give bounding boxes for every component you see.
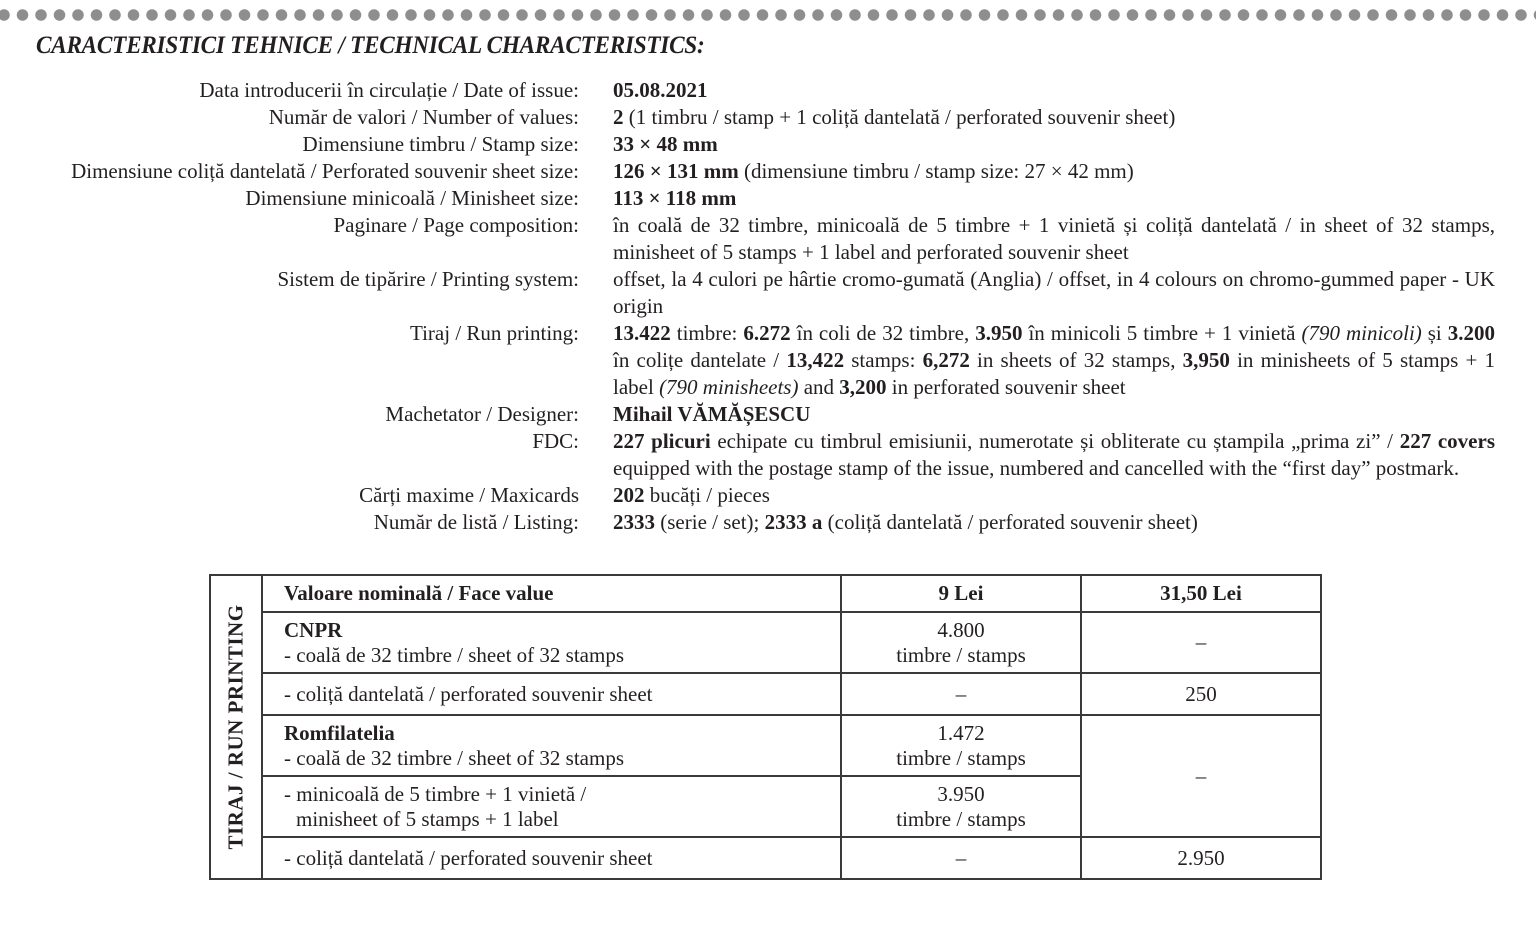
spec-value-segment: în coli de 32 timbre, bbox=[790, 321, 976, 345]
header-9-lei: 9 Lei bbox=[841, 575, 1081, 612]
spec-value-segment: 2333 bbox=[613, 510, 655, 534]
spec-value-segment: 6.272 bbox=[743, 321, 791, 345]
spec-value-segment: offset, la 4 culori pe hârtie cromo-gumată (Anglia) / offset, in 4 colours on chromo-gummed paper - UK origin bbox=[613, 267, 1495, 318]
spec-row bbox=[0, 320, 1536, 401]
spec-row bbox=[0, 185, 1536, 212]
spec-value-segment: 3.950 bbox=[975, 321, 1023, 345]
spec-row bbox=[0, 131, 1536, 158]
row-desc: - coală de 32 timbre / sheet of 32 stamps bbox=[284, 642, 624, 667]
row-desc-line2: minisheet of 5 stamps + 1 label bbox=[296, 806, 559, 831]
cnpr-sheet-desc bbox=[262, 612, 841, 673]
spec-value-segment: timbre: bbox=[670, 321, 744, 345]
spec-label: Număr de valori / Number of values: bbox=[268, 105, 579, 129]
spec-label: Dimensiune timbru / Stamp size: bbox=[302, 132, 579, 156]
spec-row bbox=[0, 428, 1536, 482]
side-label: TIRAJ / RUN PRINTING bbox=[223, 604, 248, 850]
spec-value-segment: în coală de 32 timbre, minicoală de 5 timbre + 1 vinietă și coliță dantelată / in sheet of 32 stamps, minisheet of 5 stamps + 1 label and perforated souvenir sheet bbox=[613, 213, 1495, 264]
cnpr-souvenir-desc: - coliță dantelată / perforated souvenir sheet bbox=[262, 673, 841, 715]
rom-minisheet-9lei bbox=[841, 776, 1081, 837]
quantity-unit: timbre / stamps bbox=[896, 642, 1026, 667]
spec-label: FDC: bbox=[532, 429, 579, 453]
spec-label: Tiraj / Run printing: bbox=[410, 321, 579, 345]
spec-value-segment: (coliță dantelată / perforated souvenir sheet) bbox=[822, 510, 1198, 534]
spec-value bbox=[613, 104, 1495, 131]
spec-value-segment: 202 bbox=[613, 483, 645, 507]
spec-value-segment: 126 × 131 mm bbox=[613, 159, 739, 183]
header-31-50-lei: 31,50 Lei bbox=[1081, 575, 1321, 612]
row-desc-line1: - minicoală de 5 timbre + 1 vinietă / bbox=[284, 781, 587, 806]
spec-value-segment: echipate cu timbrul emisiunii, numerotate și obliterate cu ștampila „prima zi” / bbox=[710, 429, 1400, 453]
cnpr-souvenir-31lei: 250 bbox=[1081, 673, 1321, 715]
spec-value-segment: Mihail VĂMĂȘESCU bbox=[613, 402, 811, 426]
spec-value bbox=[613, 212, 1495, 266]
table-row bbox=[210, 715, 1321, 776]
spec-value-segment: bucăți / pieces bbox=[644, 483, 770, 507]
spec-value bbox=[613, 428, 1495, 482]
dotted-rule-decoration bbox=[0, 8, 1536, 22]
spec-value-segment: (serie / set); bbox=[655, 510, 765, 534]
spec-value-segment: 2333 a bbox=[764, 510, 823, 534]
quantity-value: 4.800 bbox=[937, 617, 985, 642]
spec-value bbox=[613, 401, 1495, 428]
spec-value-segment: in minisheets of 5 stamps + 1 label bbox=[613, 348, 1496, 399]
spec-value-segment: 227 plicuri bbox=[613, 429, 711, 453]
spec-value-segment: in perforated souvenir sheet bbox=[886, 375, 1126, 399]
spec-value-segment: and bbox=[798, 375, 840, 399]
spec-label: Paginare / Page composition: bbox=[333, 213, 579, 237]
spec-value-segment: 6,272 bbox=[922, 348, 970, 372]
page-title: CARACTERISTICI TEHNICE / TECHNICAL CHARACTERISTICS: bbox=[36, 32, 705, 59]
spec-value-segment: equipped with the postage stamp of the issue, numbered and cancelled with the “first day” postmark. bbox=[613, 456, 1460, 480]
spec-value-segment: (1 timbru / stamp + 1 coliță dantelată / perforated souvenir sheet) bbox=[623, 105, 1176, 129]
table-row bbox=[210, 612, 1321, 673]
rom-souvenir-desc: - coliță dantelată / perforated souvenir sheet bbox=[262, 837, 841, 879]
cnpr-souvenir-9lei: – bbox=[841, 673, 1081, 715]
spec-value-segment: 13,422 bbox=[786, 348, 845, 372]
spec-value-segment: în colițe dantelate / bbox=[613, 348, 787, 372]
cnpr-sheet-31lei: – bbox=[1081, 612, 1321, 673]
spec-value-segment: 05.08.2021 bbox=[613, 78, 708, 102]
quantity-unit: timbre / stamps bbox=[896, 806, 1026, 831]
table-header-row bbox=[210, 575, 1321, 612]
spec-value-segment: 227 covers bbox=[1399, 429, 1495, 453]
technical-specs-list bbox=[0, 77, 1536, 536]
spec-value-segment: 113 × 118 mm bbox=[613, 186, 737, 210]
rom-merged-31lei: – bbox=[1081, 715, 1321, 837]
spec-label: Dimensiune coliță dantelată / Perforated souvenir sheet size: bbox=[71, 159, 579, 183]
rom-sheet-9lei bbox=[841, 715, 1081, 776]
row-desc: - coală de 32 timbre / sheet of 32 stamps bbox=[284, 745, 624, 770]
spec-row bbox=[0, 266, 1536, 320]
spec-row bbox=[0, 482, 1536, 509]
rom-sheet-desc bbox=[262, 715, 841, 776]
spec-value bbox=[613, 77, 1495, 104]
spec-value-segment: in sheets of 32 stamps, bbox=[969, 348, 1183, 372]
quantity-value: 1.472 bbox=[937, 720, 985, 745]
spec-label: Cărți maxime / Maxicards bbox=[359, 483, 579, 507]
spec-value bbox=[613, 185, 1495, 212]
table-row bbox=[210, 837, 1321, 879]
spec-value-segment: (790 minisheets) bbox=[659, 375, 799, 399]
header-face-value: Valoare nominală / Face value bbox=[262, 575, 841, 612]
spec-row bbox=[0, 509, 1536, 536]
spec-value bbox=[613, 320, 1495, 401]
spec-value-segment: (dimensiune timbru / stamp size: 27 × 42 mm) bbox=[738, 159, 1134, 183]
rom-souvenir-31lei: 2.950 bbox=[1081, 837, 1321, 879]
spec-label: Dimensiune minicoală / Minisheet size: bbox=[245, 186, 579, 210]
table-row bbox=[210, 673, 1321, 715]
spec-label: Număr de listă / Listing: bbox=[373, 510, 579, 534]
spec-value-segment: și bbox=[1421, 321, 1448, 345]
spec-label: Sistem de tipărire / Printing system: bbox=[277, 267, 579, 291]
spec-row bbox=[0, 104, 1536, 131]
spec-value-segment: (790 minicoli) bbox=[1301, 321, 1422, 345]
run-printing-table bbox=[209, 574, 1322, 880]
group-label-cnpr: CNPR bbox=[284, 617, 343, 642]
spec-row bbox=[0, 401, 1536, 428]
spec-value bbox=[613, 509, 1495, 536]
cnpr-sheet-9lei bbox=[841, 612, 1081, 673]
spec-value-segment: 2 bbox=[613, 105, 624, 129]
spec-value-segment: 13.422 bbox=[613, 321, 671, 345]
spec-value-segment: 33 × 48 mm bbox=[613, 132, 718, 156]
spec-value bbox=[613, 131, 1495, 158]
quantity-value: 3.950 bbox=[937, 781, 985, 806]
spec-row bbox=[0, 158, 1536, 185]
quantity-unit: timbre / stamps bbox=[896, 745, 1026, 770]
rom-souvenir-9lei: – bbox=[841, 837, 1081, 879]
spec-value-segment: stamps: bbox=[844, 348, 923, 372]
spec-label: Machetator / Designer: bbox=[385, 402, 579, 426]
spec-value-segment: 3.200 bbox=[1447, 321, 1496, 345]
spec-row bbox=[0, 77, 1536, 104]
spec-value-segment: în minicoli 5 timbre + 1 vinietă bbox=[1022, 321, 1302, 345]
spec-label: Data introducerii în circulație / Date of issue: bbox=[199, 78, 579, 102]
group-label-romfilatelia: Romfilatelia bbox=[284, 720, 395, 745]
spec-value-segment: 3,950 bbox=[1182, 348, 1230, 372]
spec-value bbox=[613, 266, 1495, 320]
spec-value bbox=[613, 482, 1495, 509]
spec-value bbox=[613, 158, 1495, 185]
spec-row bbox=[0, 212, 1536, 266]
spec-value-segment: 3,200 bbox=[839, 375, 887, 399]
rom-minisheet-desc bbox=[262, 776, 841, 837]
side-label-cell bbox=[210, 575, 262, 879]
